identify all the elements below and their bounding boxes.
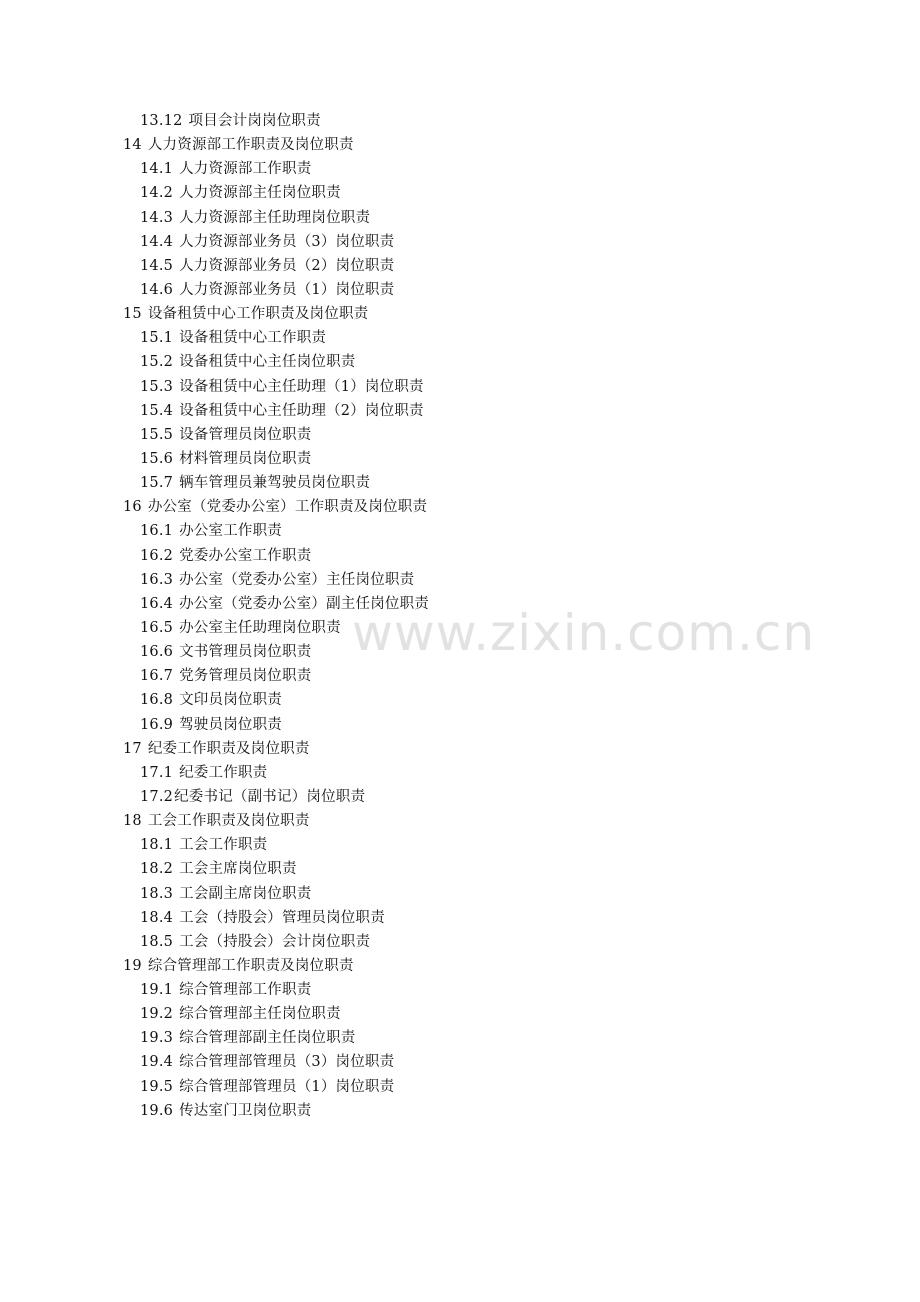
- toc-subsection-item: [0, 254, 920, 278]
- toc-title: 项目会计岗岗位职责: [188, 113, 321, 129]
- toc-title: 文书管理员岗位职责: [179, 644, 312, 661]
- toc-section-heading: [0, 954, 920, 978]
- toc-title: 文印员岗位职责: [179, 692, 282, 709]
- toc-title: 人力资源部业务员（2）岗位职责: [179, 257, 395, 274]
- toc-title: 材料管理员岗位职责: [179, 450, 312, 467]
- toc-subsection-item: [0, 326, 920, 350]
- toc-number: 14.5: [140, 257, 174, 274]
- toc-title: 纪委工作职责及岗位职责: [147, 740, 310, 757]
- toc-subsection-item: [0, 713, 920, 737]
- toc-title: 人力资源部主任助理岗位职责: [179, 209, 371, 226]
- toc-subsection-item: [0, 592, 920, 616]
- toc-subsection-item: [0, 616, 920, 640]
- toc-number: 16: [123, 499, 142, 516]
- toc-title: 工会主席岗位职责: [179, 861, 297, 878]
- toc-title: 人力资源部主任岗位职责: [179, 185, 341, 202]
- toc-title: 设备租赁中心工作职责及岗位职责: [147, 306, 369, 323]
- toc-number: 19.6: [140, 1102, 174, 1119]
- toc-subsection-item: [0, 350, 920, 374]
- toc-subsection-item: [0, 930, 920, 954]
- toc-subsection-item: [0, 375, 920, 399]
- toc-number: 15.7: [140, 475, 174, 492]
- toc-section-heading: [0, 133, 920, 157]
- toc-number: 16.3: [140, 571, 174, 588]
- toc-number: 16.9: [140, 716, 174, 733]
- toc-section-heading: [0, 495, 920, 519]
- toc-title: 党务管理员岗位职责: [179, 668, 312, 685]
- table-of-contents: [0, 109, 920, 1123]
- toc-subsection-item: [0, 544, 920, 568]
- toc-number: 18: [123, 813, 142, 830]
- toc-subsection-item: [0, 833, 920, 857]
- toc-subsection-item: [0, 157, 920, 181]
- toc-title: 人力资源部业务员（3）岗位职责: [179, 233, 395, 250]
- toc-subsection-item: [0, 278, 920, 302]
- toc-number: 16.2: [140, 547, 174, 564]
- toc-number: 17.1: [140, 764, 174, 781]
- toc-title: 设备租赁中心主任助理（2）岗位职责: [179, 402, 424, 419]
- toc-subsection-item: [0, 761, 920, 785]
- toc-title: 党委办公室工作职责: [179, 547, 312, 564]
- toc-title: 辆车管理员兼驾驶员岗位职责: [179, 475, 371, 492]
- toc-title: 工会工作职责及岗位职责: [147, 813, 310, 830]
- toc-title: 综合管理部管理员（1）岗位职责: [179, 1078, 395, 1095]
- toc-title: 人力资源部业务员（1）岗位职责: [179, 281, 395, 298]
- toc-number: 15.1: [140, 330, 174, 347]
- toc-title: 传达室门卫岗位职责: [179, 1102, 312, 1119]
- toc-number: 19.1: [140, 982, 174, 999]
- toc-title: 人力资源部工作职责: [179, 161, 312, 178]
- toc-subsection-item: [0, 206, 920, 230]
- toc-number: 15.6: [140, 450, 174, 467]
- toc-number: 15.5: [140, 426, 174, 443]
- toc-number: 19.2: [140, 1006, 174, 1023]
- toc-number: 16.6: [140, 644, 174, 661]
- toc-number: 13.12: [140, 113, 183, 129]
- toc-number: 15: [123, 306, 142, 323]
- toc-subsection-item: [0, 181, 920, 205]
- toc-number: 18.4: [140, 909, 174, 926]
- toc-number: 14.1: [140, 161, 174, 178]
- toc-number: 15.4: [140, 402, 174, 419]
- toc-subsection-item: [0, 1026, 920, 1050]
- toc-subsection-item: [0, 640, 920, 664]
- toc-title: 综合管理部管理员（3）岗位职责: [179, 1054, 395, 1071]
- toc-number: 17: [123, 740, 142, 757]
- toc-subsection-item: [0, 568, 920, 592]
- toc-number: 18.1: [140, 837, 174, 854]
- toc-number: 19.4: [140, 1054, 174, 1071]
- toc-subsection-item: [0, 1002, 920, 1026]
- toc-number: 15.3: [140, 378, 174, 395]
- toc-title: 办公室主任助理岗位职责: [179, 619, 341, 636]
- watermark: www.zixin.com.cn: [352, 604, 816, 662]
- toc-section-heading: [0, 737, 920, 761]
- toc-title: 工会（持股会）会计岗位职责: [179, 933, 371, 950]
- toc-subsection-item: [0, 399, 920, 423]
- toc-title: 综合管理部工作职责: [179, 982, 312, 999]
- toc-title: 办公室（党委办公室）副主任岗位职责: [179, 595, 429, 612]
- toc-subsection-item: [0, 785, 920, 809]
- toc-subsection-item: [0, 447, 920, 471]
- toc-subsection-item: [0, 664, 920, 688]
- toc-title: 设备租赁中心主任岗位职责: [179, 354, 356, 371]
- toc-subsection-item: [0, 906, 920, 930]
- toc-title: 纪委书记（副书记）岗位职责: [174, 788, 366, 805]
- toc-number: 14: [123, 137, 142, 154]
- toc-subsection-item: [0, 423, 920, 447]
- toc-subsection-item: [0, 978, 920, 1002]
- toc-title: 驾驶员岗位职责: [179, 716, 282, 733]
- toc-number: 14.3: [140, 209, 174, 226]
- toc-number: 19.3: [140, 1030, 174, 1047]
- toc-title: 设备租赁中心主任助理（1）岗位职责: [179, 378, 424, 395]
- toc-number: 18.2: [140, 861, 174, 878]
- toc-title: 设备租赁中心工作职责: [179, 330, 327, 347]
- toc-subsection-item: [0, 688, 920, 712]
- toc-number: 14.4: [140, 233, 174, 250]
- toc-title: 设备管理员岗位职责: [179, 426, 312, 443]
- toc-title: 人力资源部工作职责及岗位职责: [147, 137, 354, 154]
- toc-number: 16.8: [140, 692, 174, 709]
- toc-subsection-item: [0, 230, 920, 254]
- toc-subsection-item: [0, 1050, 920, 1074]
- toc-number: 16.5: [140, 619, 174, 636]
- toc-number: 15.2: [140, 354, 174, 371]
- toc-number: 14.6: [140, 281, 174, 298]
- toc-title: 纪委工作职责: [179, 764, 268, 781]
- toc-number: 18.3: [140, 885, 174, 902]
- toc-subsection-item: [0, 109, 920, 133]
- toc-title: 综合管理部副主任岗位职责: [179, 1030, 356, 1047]
- toc-number: 14.2: [140, 185, 174, 202]
- toc-subsection-item: [0, 1099, 920, 1123]
- toc-number: 16.1: [140, 523, 174, 540]
- toc-subsection-item: [0, 519, 920, 543]
- toc-number: 19: [123, 957, 142, 974]
- toc-subsection-item: [0, 882, 920, 906]
- toc-title: 工会（持股会）管理员岗位职责: [179, 909, 385, 926]
- toc-section-heading: [0, 302, 920, 326]
- toc-number: 19.5: [140, 1078, 174, 1095]
- toc-title: 办公室工作职责: [179, 523, 282, 540]
- toc-number: 18.5: [140, 933, 174, 950]
- toc-subsection-item: [0, 471, 920, 495]
- toc-title: 综合管理部主任岗位职责: [179, 1006, 341, 1023]
- toc-number: 17.2: [140, 788, 174, 805]
- toc-title: 工会工作职责: [179, 837, 268, 854]
- toc-number: 16.7: [140, 668, 174, 685]
- toc-title: 综合管理部工作职责及岗位职责: [147, 957, 354, 974]
- toc-number: 16.4: [140, 595, 174, 612]
- toc-title: 办公室（党委办公室）主任岗位职责: [179, 571, 415, 588]
- toc-subsection-item: [0, 857, 920, 881]
- toc-title: 工会副主席岗位职责: [179, 885, 312, 902]
- toc-subsection-item: [0, 1075, 920, 1099]
- toc-title: 办公室（党委办公室）工作职责及岗位职责: [147, 499, 428, 516]
- toc-section-heading: [0, 809, 920, 833]
